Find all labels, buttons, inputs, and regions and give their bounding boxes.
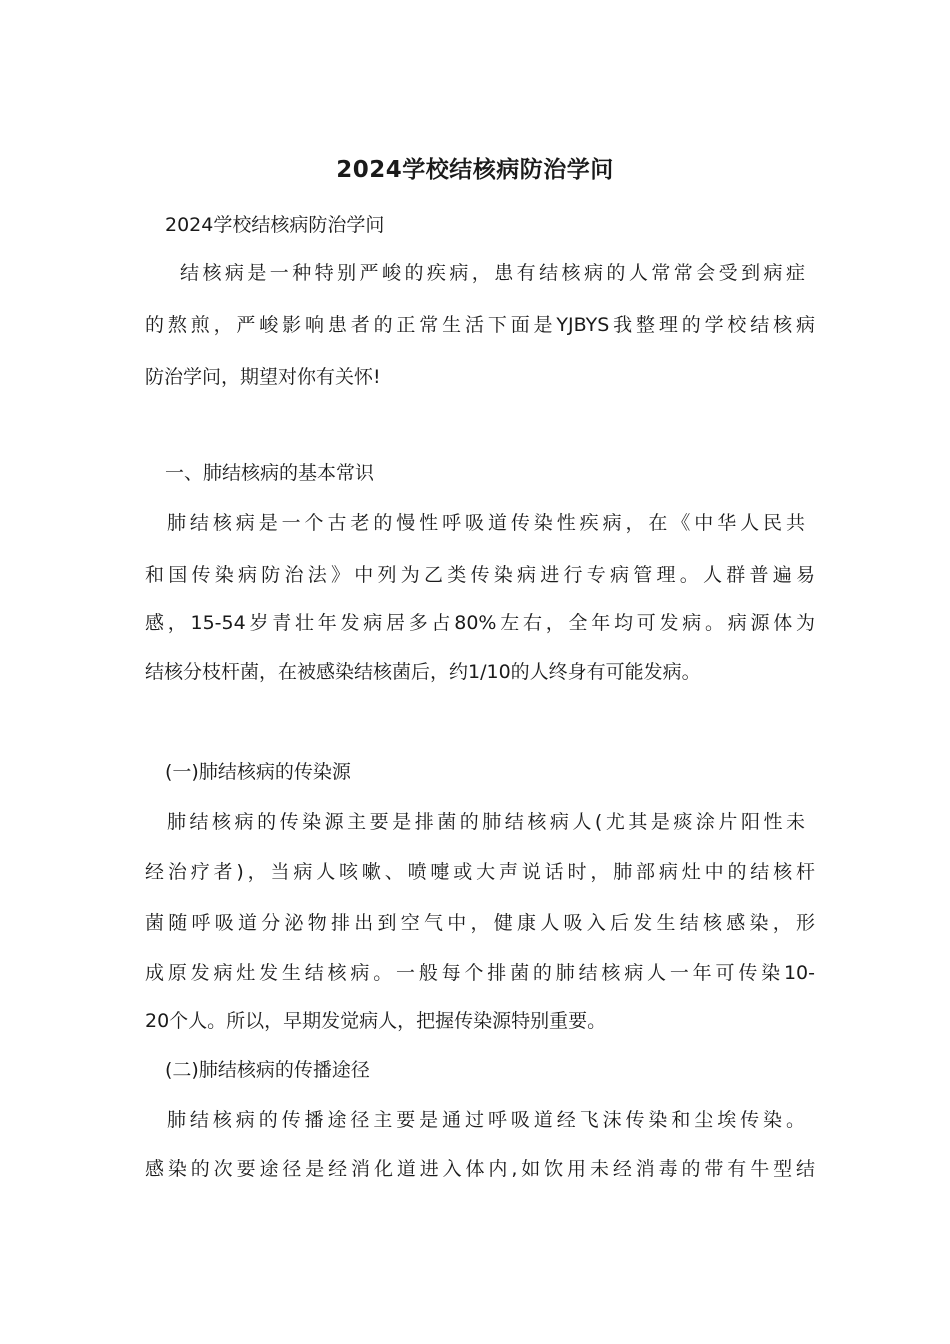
sub2-line-2: 感染的次要途径是经消化道进入体内,如饮用未经消毒的带有牛型结 [145, 1158, 815, 1180]
section1-line-4: 结核分枝杆菌，在被感染结核菌后，约1/10的人终身有可能发病。 [145, 661, 701, 683]
sub2-line-1: 肺结核病的传播途径主要是通过呼吸道经飞沫传染和尘埃传染。 [167, 1109, 805, 1131]
section1-line-1: 肺结核病是一个古老的慢性呼吸道传染性疾病，在《中华人民共 [167, 512, 805, 534]
sub1-line-3: 菌随呼吸道分泌物排出到空气中，健康人吸入后发生结核感染，形 [145, 912, 815, 934]
sub1-line-4: 成原发病灶发生结核病。一般每个排菌的肺结核病人一年可传染10- [145, 962, 815, 984]
sub1-line-5: 20个人。所以，早期发觉病人，把握传染源特别重要。 [145, 1010, 607, 1032]
document-subtitle: 2024学校结核病防治学问 [165, 214, 385, 236]
document-title: 2024学校结核病防治学问 [336, 157, 614, 183]
intro-line-3: 防治学问，期望对你有关怀! [145, 366, 381, 388]
sub1-line-2: 经治疗者)，当病人咳嗽、喷嚏或大声说话时，肺部病灶中的结核杆 [145, 861, 815, 883]
sub1-heading: (一)肺结核病的传染源 [165, 761, 351, 783]
section1-line-2: 和国传染病防治法》中列为乙类传染病进行专病管理。人群普遍易 [145, 564, 815, 586]
sub1-line-1: 肺结核病的传染源主要是排菌的肺结核病人(尤其是痰涂片阳性未 [167, 811, 805, 833]
intro-line-1: 结核病是一种特别严峻的疾病，患有结核病的人常常会受到病症 [180, 262, 805, 284]
section1-line-3: 感，15-54岁青壮年发病居多占80%左右，全年均可发病。病源体为 [145, 612, 815, 634]
sub2-heading: (二)肺结核病的传播途径 [165, 1059, 370, 1081]
intro-line-2: 的熬煎，严峻影响患者的正常生活下面是YJBYS我整理的学校结核病 [145, 314, 815, 336]
section1-heading: 一、肺结核病的基本常识 [165, 462, 375, 484]
